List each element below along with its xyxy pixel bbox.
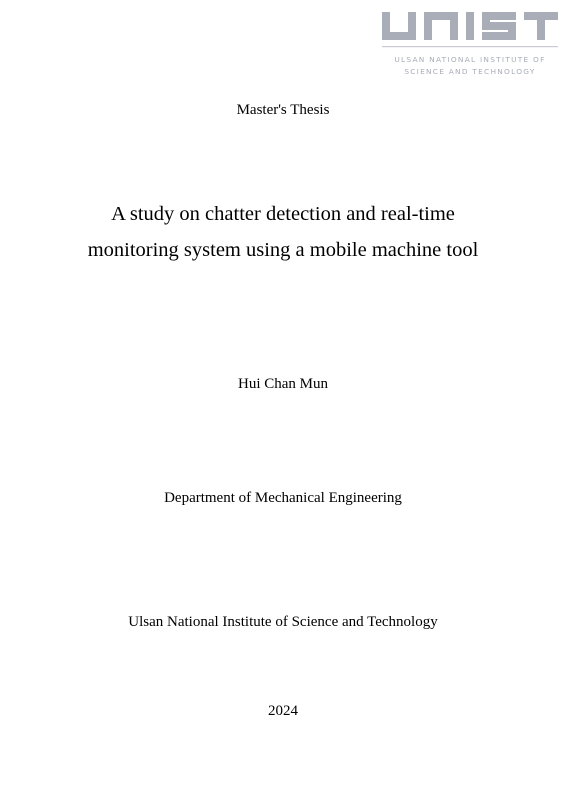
unist-wordmark-icon (382, 10, 558, 54)
year: 2024 (268, 703, 298, 719)
author-name: Hui Chan Mun (238, 376, 328, 392)
thesis-title-line1: A study on chatter detection and real-time (111, 203, 455, 225)
unist-logo (382, 10, 558, 80)
thesis-type: Master's Thesis (236, 102, 330, 118)
institution: Ulsan National Institute of Science and Technology (128, 614, 438, 630)
thesis-title-line2: monitoring system using a mobile machine tool (87, 239, 479, 261)
thesis-title (0, 196, 566, 268)
logo-subtitle-line1: ULSAN NATIONAL INSTITUTE OF (394, 55, 546, 64)
logo-subtitle-line2: SCIENCE AND TECHNOLOGY (404, 67, 536, 76)
department: Department of Mechanical Engineering (164, 490, 402, 506)
